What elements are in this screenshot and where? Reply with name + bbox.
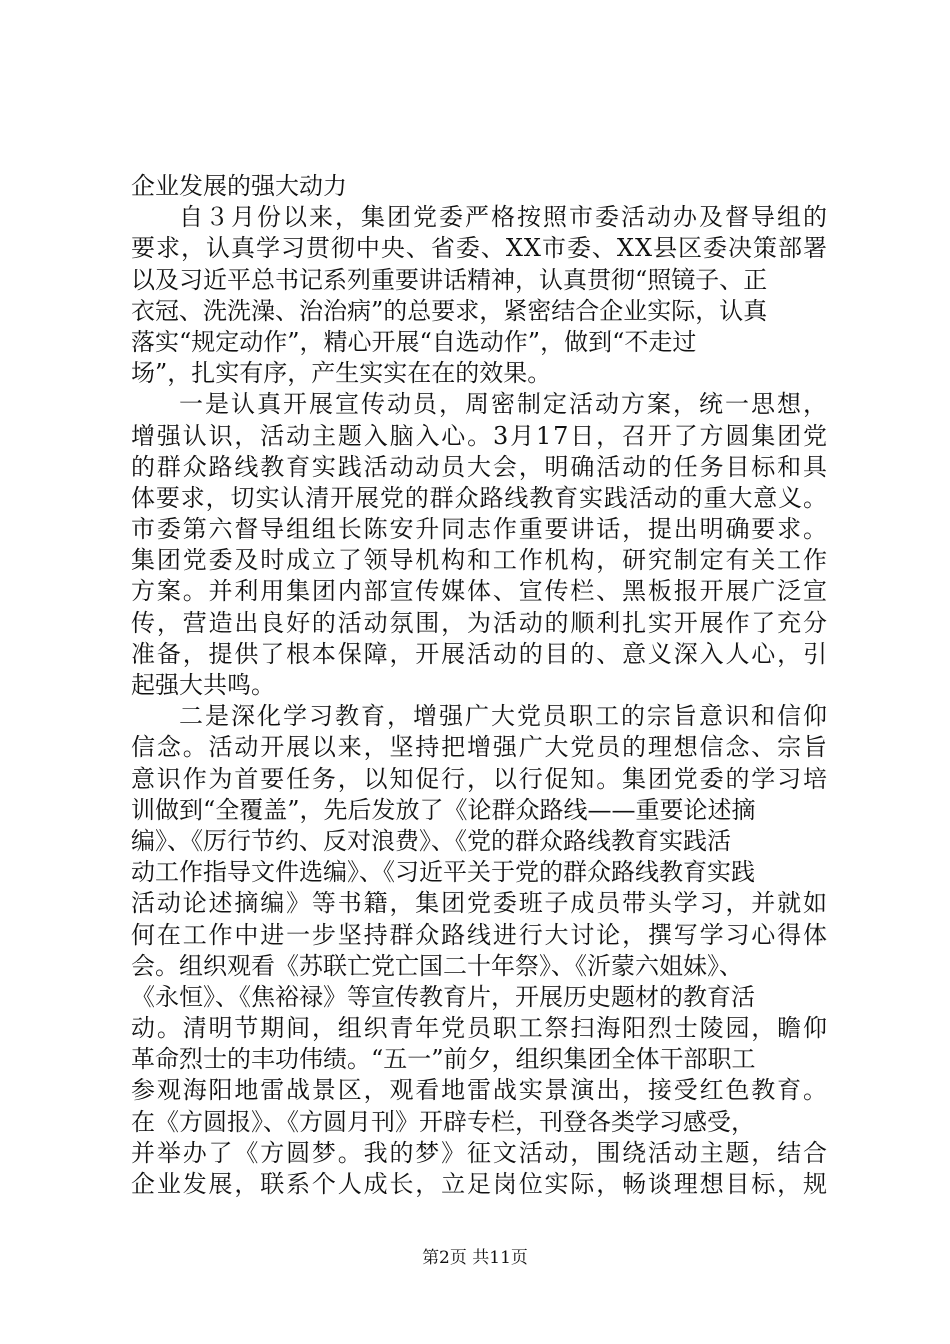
text-line: 编》、《厉行节约、反对浪费》、《党的群众路线教育实践活 [131, 826, 731, 855]
text-line: 训做到“全覆盖”，先后发放了《论群众路线——重要论述摘 [131, 795, 756, 824]
text-line: 衣冠、洗洗澡、治治病”的总要求，紧密结合企业实际，认真 [131, 296, 768, 325]
text-line: 动。清明节期间，组织青年党员职工祭扫海阳烈士陵园，瞻仰 [131, 1014, 829, 1043]
text-line: 企业发展的强大动力 [131, 172, 347, 200]
text-line: 准备，提供了根本保障，开展活动的目的、意义深入人心，引 [131, 639, 829, 668]
document-body [131, 171, 827, 1200]
text-line: 二是深化学习教育，增强广大党员职工的宗旨意识和信仰 [179, 702, 829, 731]
text-line: 自３月份以来，集团党委严格按照市委活动办及督导组的 [179, 203, 829, 232]
text-line: 参观海阳地雷战景区，观看地雷战实景演出，接受红色教育。 [131, 1076, 829, 1105]
text-line: 何在工作中进一步坚持群众路线进行大讨论，撰写学习心得体 [131, 920, 829, 949]
text-line: 的群众路线教育实践活动动员大会，明确活动的任务目标和具 [131, 452, 829, 481]
text-line: 市委第六督导组组长陈安升同志作重要讲话，提出明确要求。 [131, 515, 829, 544]
text-line: 《永恒》、《焦裕禄》等宣传教育片，开展历史题材的教育活 [131, 982, 755, 1011]
text-line: 传，营造出良好的活动氛围，为活动的顺利扎实开展作了充分 [131, 608, 829, 637]
page-footer: 第2页 共11页 [422, 1248, 528, 1268]
text-line: 以及习近平总书记系列重要讲话精神，认真贯彻“照镜子、正 [131, 265, 768, 294]
text-line: 增强认识，活动主题入脑入心。3月17日，召开了方圆集团党 [131, 421, 829, 450]
text-line: 落实“规定动作”，精心开展“自选动作”，做到“不走过 [131, 327, 697, 356]
text-line: 信念。活动开展以来，坚持把增强广大党员的理想信念、宗旨 [131, 733, 829, 762]
text-line: 会。组织观看《苏联亡党亡国二十年祭》、《沂蒙六姐妹》、 [131, 951, 743, 980]
text-line: 要求，认真学习贯彻中央、省委、XX市委、XX县区委决策部署 [131, 234, 828, 263]
text-line: 方案。并利用集团内部宣传媒体、宣传栏、黑板报开展广泛宣 [131, 577, 829, 606]
text-line: 革命烈士的丰功伟绩。“五一”前夕，组织集团全体干部职工 [131, 1045, 756, 1074]
text-line: 在《方圆报》、《方圆月刊》开辟专栏，刊登各类学习感受， [131, 1107, 755, 1136]
text-line: 动工作指导文件选编》、《习近平关于党的群众路线教育实践 [131, 858, 755, 887]
text-line: 并举办了《方圆梦。我的梦》征文活动，围绕活动主题，结合 [131, 1138, 829, 1167]
text-line: 一是认真开展宣传动员，周密制定活动方案，统一思想， [179, 390, 829, 419]
text-line: 场”，扎实有序，产生实实在在的效果。 [131, 359, 552, 388]
text-line: 起强大共鸣。 [131, 671, 275, 699]
text-line: 意识作为首要任务，以知促行，以行促知。集团党委的学习培 [131, 764, 829, 793]
text-line: 企业发展，联系个人成长，立足岗位实际，畅谈理想目标，规 [131, 1170, 829, 1198]
text-line: 集团党委及时成立了领导机构和工作机构，研究制定有关工作 [131, 546, 829, 575]
text-line: 体要求，切实认清开展党的群众路线教育实践活动的重大意义。 [131, 483, 828, 512]
text-line: 活动论述摘编》等书籍，集团党委班子成员带头学习，并就如 [131, 889, 829, 918]
